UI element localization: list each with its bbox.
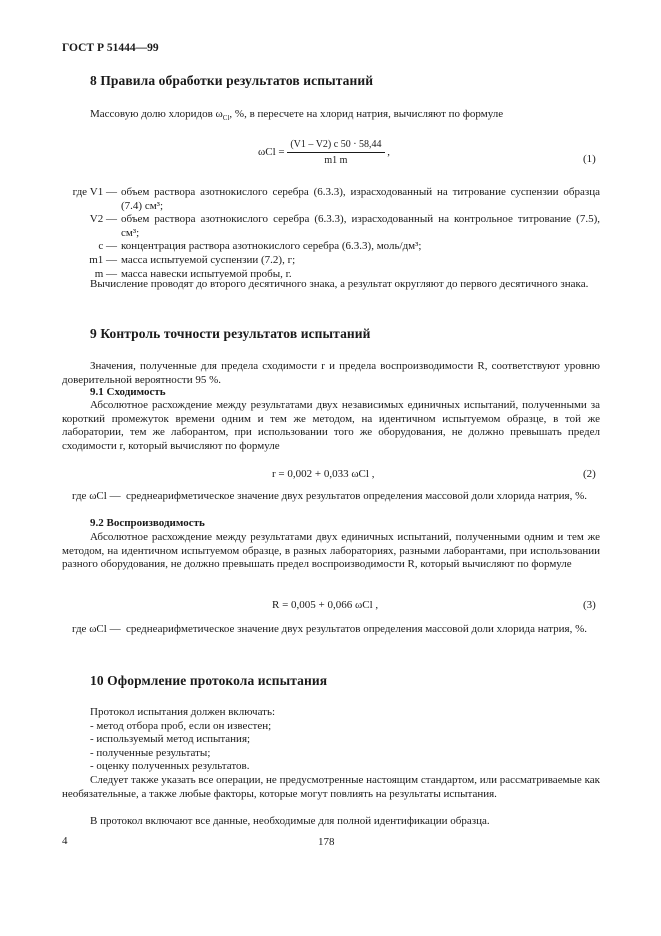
where-2-symbol: где ωCl — (72, 490, 121, 502)
formula-1-comma: , (387, 146, 391, 159)
equation-1-number: (1) (583, 153, 596, 165)
section-9-intro: Значения, полученные для предела сходимости r и предела воспроизводимости R, соответствуют уровню доверительной вероятности 95 %. (62, 360, 600, 386)
list-item: - используемый метод испытания; (90, 733, 251, 746)
subsection-9-1-title: 9.1 Сходимость (90, 386, 166, 398)
section-8-title: 8 Правила обработки результатов испытаний (90, 73, 374, 88)
where-2-text: среднеарифметическое значение двух результатов определения массовой доли хлорида натрия, %. (126, 490, 588, 502)
formula-1-fraction (287, 139, 384, 166)
subsection-9-2-text: Абсолютное расхождение между результатами двух единичных испытаний, полученными одним и тем же методом, на идентичном испытуемом образце, в разных лабораториях, разными лаборантами, при использовании разного оборудования, не должно превышать предел воспроизводимости R, который вычисляют по формуле (62, 531, 600, 571)
list-item: - метод отбора проб, если он известен; (90, 719, 272, 732)
intro-subscript: Cl (222, 114, 230, 123)
where-item: где V1 — объем раствора азотнокислого серебра (6.3.3), израсходованный на титрование суспензии образца (7.4) см³; (72, 186, 600, 212)
formula-1-numerator: (V1 – V2) c 50 · 58,44 (287, 139, 384, 153)
equation-2-number: (2) (583, 468, 596, 480)
formula-3: R = 0,005 + 0,066 ωCl , (272, 599, 379, 611)
protocol-intro: Протокол испытания должен включать: (90, 706, 276, 718)
where-3-symbol: где ωCl — (72, 623, 121, 635)
where-list-1 (55, 186, 600, 281)
list-item: - оценку полученных результатов. (90, 760, 250, 773)
equation-3-number: (3) (583, 599, 596, 611)
formula-1-lhs: ωCl = (258, 146, 285, 159)
intro-text-start: Массовую долю хлоридов ω (90, 108, 223, 120)
where-3-text: среднеарифметическое значение двух результатов определения массовой доли хлорида натрия, %. (126, 623, 588, 635)
section-9-title: 9 Контроль точности результатов испытаний (90, 326, 371, 341)
protocol-list (90, 706, 275, 774)
rounding-paragraph: Вычисление проводят до второго десятичного знака, а результат округляют до первого десятичного знака. (90, 278, 589, 290)
list-item: - полученные результаты; (90, 746, 211, 759)
protocol-paragraph-2: В протокол включают все данные, необходимые для полной идентификации образца. (90, 815, 490, 827)
where-item: m1 — масса испытуемой суспензии (7.2), г; (89, 253, 296, 266)
where-item: m — масса навески испытуемой пробы, г. (94, 267, 292, 280)
where-item: c — концентрация раствора азотнокислого серебра (6.3.3), моль/дм³; (98, 240, 422, 253)
where-2 (72, 490, 600, 504)
section-8-intro (90, 108, 610, 126)
where-item: V2 — объем раствора азотнокислого серебра (6.3.3), израсходованный на контрольное титрование (7.5), см³; (89, 213, 600, 239)
protocol-paragraph-1: Следует также указать все операции, не предусмотренные настоящим стандартом, или рассматриваемые как необязательные, а также любые факторы, которые могут повлиять на результаты испытания. (62, 774, 600, 800)
formula-1-denominator: m1 m (324, 155, 348, 166)
subsection-9-1-text: Абсолютное расхождение между результатами двух независимых единичных испытаний, полученными за короткий промежуток времени одним и тем же методом, на идентичном испытуемом образце, в той же лаборатории, тем же лаборантом, при использовании того же оборудования, не должно превышать предел сходимости r, который вычисляют по формуле (62, 399, 600, 452)
intro-text-end: , %, в пересчете на хлорид натрия, вычисляют по формуле (229, 108, 504, 120)
section-10-title: 10 Оформление протокола испытания (90, 673, 328, 688)
page-number-center: 178 (318, 836, 335, 848)
page-number-left: 4 (62, 835, 68, 847)
document-code: ГОСТ Р 51444—99 (62, 42, 159, 54)
where-3 (72, 623, 600, 637)
subsection-9-2-title: 9.2 Воспроизводимость (90, 517, 205, 529)
formula-2: r = 0,002 + 0,033 ωCl , (272, 468, 375, 480)
formula-1 (258, 139, 390, 166)
